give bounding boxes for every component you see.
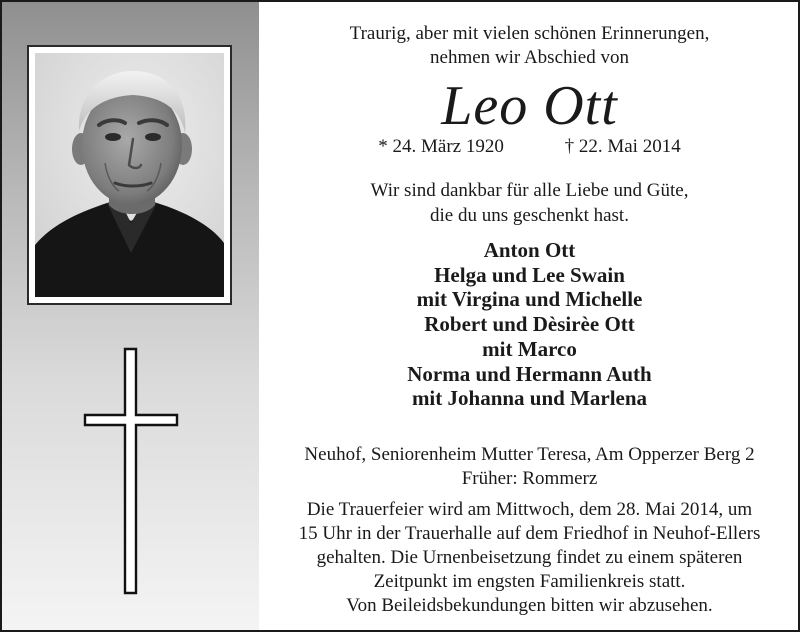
mourner-line: mit Johanna und Marlena [411,386,648,411]
thanks-text [259,178,800,228]
address-line: Neuhof, Seniorenheim Mutter Teresa, Am Opperzer Berg 2 [304,444,755,465]
mourner-line: Anton Ott [483,238,576,262]
service-line: Zeitpunkt im engsten Familienkreis statt. [373,571,686,592]
service-line: Von Beileidsbekundungen bitten wir abzusehen. [346,595,713,616]
service-line: Die Trauerfeier wird am Mittwoch, dem 28. Mai 2014, um [306,499,753,520]
life-dates [259,135,800,159]
address-block [259,443,800,491]
mourner-line: mit Marco [482,336,577,361]
deceased-name: Leo Ott [441,75,618,137]
decorative-sidebar [2,2,259,630]
intro-text [259,22,800,70]
notice-text [259,2,800,630]
mourners-list [259,238,800,411]
portrait-photo [35,53,224,297]
birth-date: * 24. März 1920 [378,136,504,157]
service-line: 15 Uhr in der Trauerhalle auf dem Friedhof in Neuhof-Ellers [298,523,761,544]
thanks-line: die du uns geschenkt hast. [430,205,629,226]
service-info [259,498,800,618]
cross-icon [83,347,179,595]
mourner-line: Helga und Lee Swain [434,262,625,287]
address-line: Früher: Rommerz [461,468,598,489]
mourner-line: Robert und Dèsirèe Ott [424,312,635,337]
death-date: † 22. Mai 2014 [564,136,681,157]
service-line: gehalten. Die Urnenbeisetzung findet zu einem späteren [316,547,743,568]
thanks-line: Wir sind dankbar für alle Liebe und Güte, [370,180,689,201]
intro-line: nehmen wir Abschied von [430,47,629,68]
intro-line: Traurig, aber mit vielen schönen Erinnerungen, [349,23,710,44]
mourner-line: Norma und Hermann Auth [407,361,652,386]
mourner-line: mit Virgina und Michelle [416,287,643,312]
portrait-frame [27,45,232,305]
